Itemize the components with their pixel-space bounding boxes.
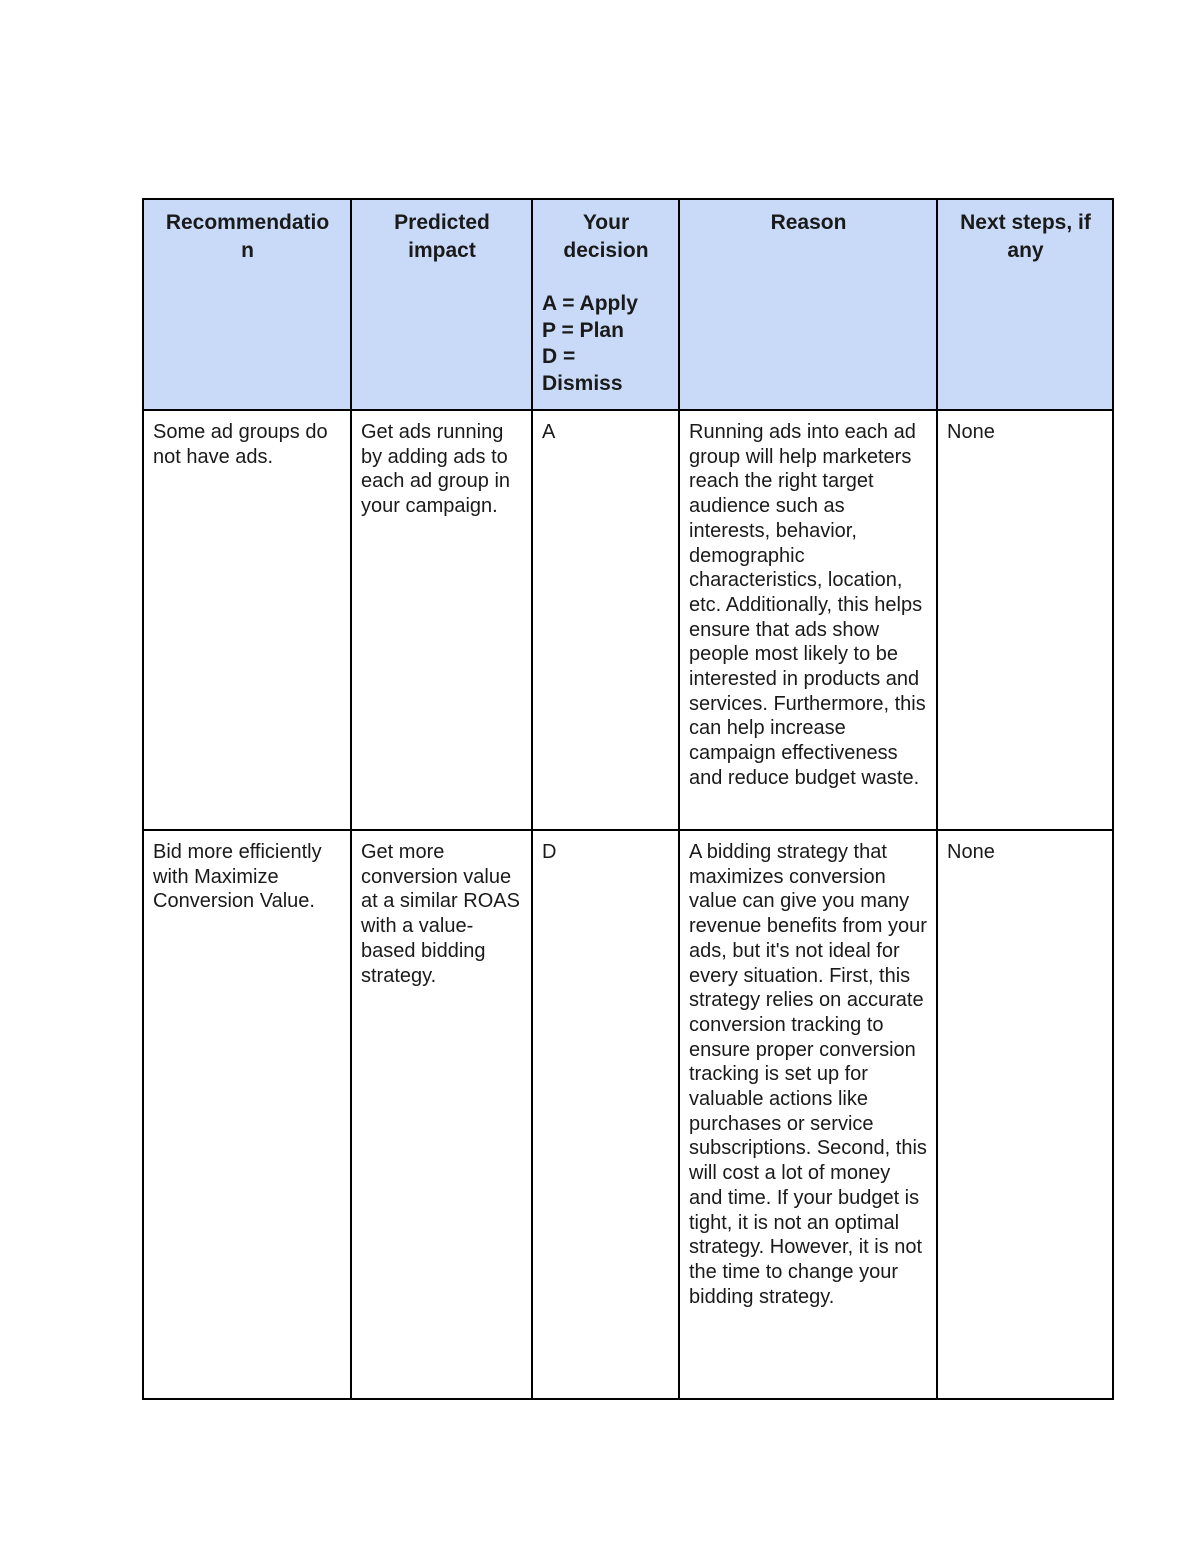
header-reason bbox=[679, 199, 937, 410]
legend-dismiss-2: Dismiss bbox=[542, 371, 623, 395]
header-predicted-impact bbox=[351, 199, 532, 410]
table-row bbox=[143, 410, 1113, 830]
legend-plan: P = Plan bbox=[542, 318, 624, 342]
header-decision-line-2: decision bbox=[563, 239, 649, 262]
header-reason-line-1: Reason bbox=[770, 211, 847, 234]
cell-reason: Running ads into each ad group will help marketers reach the right target audience such as interests, behavior, demographic characteristics, location, etc. Additionally, this helps ensure that ads show people most likely to be interested in products and services. Furthermore, this can help increase campaign effectiveness and reduce budget waste. bbox=[679, 410, 937, 830]
header-recommendation-line-1: Recommendatio bbox=[165, 211, 330, 234]
cell-decision: D bbox=[532, 830, 679, 1399]
header-impact-line-2: impact bbox=[408, 239, 476, 262]
header-recommendation bbox=[143, 199, 351, 410]
header-recommendation-line-2: n bbox=[241, 239, 254, 262]
cell-next-steps: None bbox=[937, 830, 1113, 1399]
cell-reason: A bidding strategy that maximizes conversion value can give you many revenue benefits from your ads, but it's not ideal for every situation. First, this strategy relies on accurate conversion tracking to ensure proper conversion tracking is set up for valuable actions like purchases or service subscriptions. Second, this will cost a lot of money and time. If your budget is tight, it is not an optimal strategy. However, it is not the time to change your bidding strategy. bbox=[679, 830, 937, 1399]
header-next-steps-line-1: Next steps, if bbox=[960, 211, 1091, 234]
decision-legend bbox=[542, 291, 670, 397]
cell-impact: Get more conversion value at a similar ROAS with a value-based bidding strategy. bbox=[351, 830, 532, 1399]
header-next-steps bbox=[937, 199, 1113, 410]
legend-apply: A = Apply bbox=[542, 292, 638, 315]
header-decision-line-1: Your bbox=[582, 211, 630, 234]
recommendations-table bbox=[142, 198, 1114, 1400]
cell-recommendation: Bid more efficiently with Maximize Conversion Value. bbox=[143, 830, 351, 1399]
legend-dismiss-1: D = bbox=[542, 345, 576, 368]
header-your-decision bbox=[532, 199, 679, 410]
cell-decision: A bbox=[532, 410, 679, 830]
cell-next-steps: None bbox=[937, 410, 1113, 830]
header-impact-line-1: Predicted bbox=[394, 211, 490, 234]
header-next-steps-line-2: any bbox=[1007, 239, 1044, 262]
cell-impact: Get ads running by adding ads to each ad group in your campaign. bbox=[351, 410, 532, 830]
cell-recommendation: Some ad groups do not have ads. bbox=[143, 410, 351, 830]
table-row bbox=[143, 830, 1113, 1399]
table-header-row bbox=[143, 199, 1113, 410]
